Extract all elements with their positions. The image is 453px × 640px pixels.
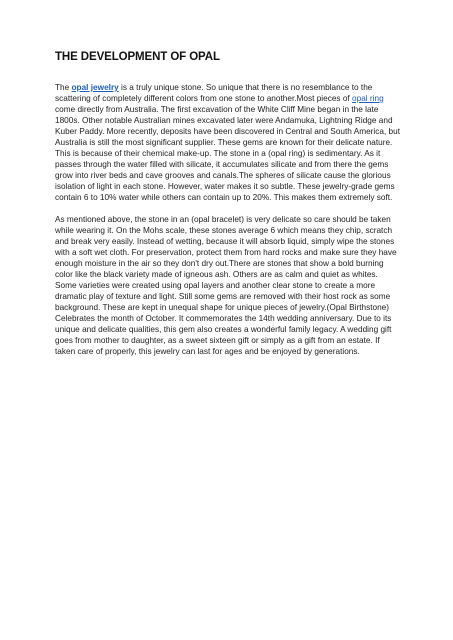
paragraph-1 [55, 82, 401, 203]
opal-jewelry-link[interactable]: opal jewelry [71, 83, 119, 92]
opal-ring-link[interactable]: opal ring [352, 94, 384, 103]
para1-text-end: come directly from Australia. The first excavation of the White Cliff Mine began in the late 1800s. Other notable Australian mines excavated later were Andamuka, Lightning Ridge and Kuber Paddy. More recently, deposits have been discovered in Central and South America, but Australia is still the most significant supplier. These gems are known for their delicate nature. This is because of their chemical make-up. The stone in a (opal ring) is sedimentary. As it passes through the water filled with silicate, it accumulates silicate and from there the gems grow into river beds and cave grooves and canals.The spheres of silicate cause the glorious isolation of light in each stone. However, water makes it so subtle. These jewelry-grade gems contain 6 to 10% water while others can contain up to 20%. This makes them extremely soft. [55, 105, 401, 202]
document-page [55, 51, 401, 368]
page-title: THE DEVELOPMENT OF OPAL [55, 51, 220, 63]
para1-text-middle: is a truly unique stone. So unique that there is no resemblance to the scattering of completely different colors from one stone to another.Most pieces of [55, 83, 373, 103]
paragraph-2: As mentioned above, the stone in an (opal bracelet) is very delicate so care should be taken while wearing it. On the Mohs scale, these stones average 6 which means they chip, scratch and break very easily. Instead of wetting, because it will absorb liquid, simply wipe the stones with a soft wet cloth. For preservation, protect them from hard rocks and make sure they have enough moisture in the air so they don't dry out.There are stones that show a bold burning color like the black variety made of igneous ash. Others are as calm and quiet as whites. Some varieties were created using opal layers and another clear stone to create a more dramatic play of texture and light. Still some gems are removed with their host rock as some background. These are kept in unequal shape for unique pieces of jewelry.(Opal Birthstone) Celebrates the month of October. It commemorates the 14th wedding anniversary. Due to its unique and delicate qualities, this gem also creates a wonderful family legacy. A wedding gift goes from mother to daughter, as a sweet sixteen gift or simply as a gift from an estate. If taken care of properly, this jewelry can last for ages and be enjoyed by generations. [55, 215, 397, 356]
para1-text-start: The [55, 83, 72, 92]
